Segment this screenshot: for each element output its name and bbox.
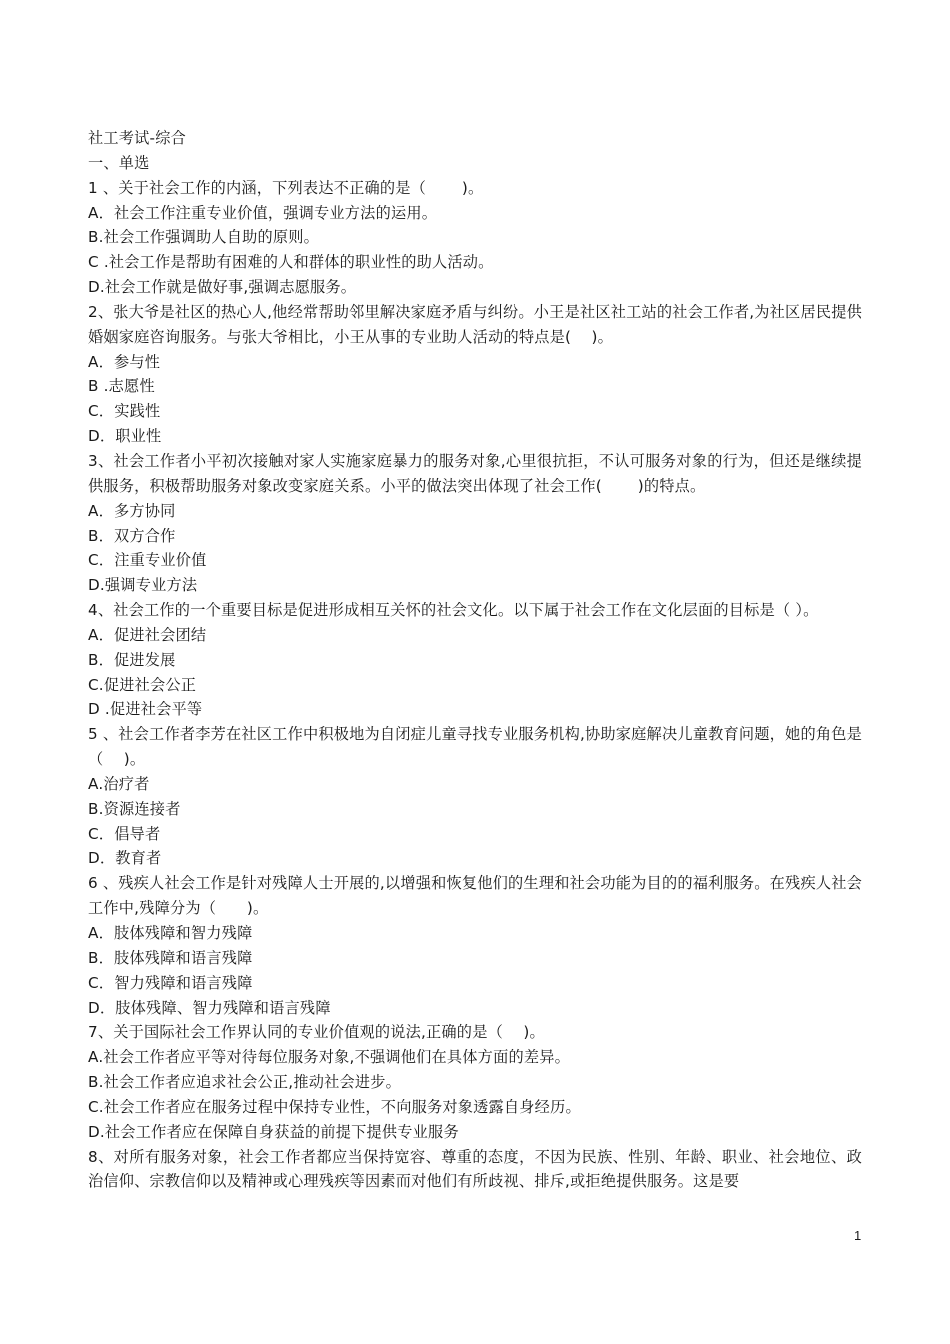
option-1b: B.社会工作强调助人自助的原则。 [88, 228, 320, 247]
question-8: 8、对所有服务对象，社会工作者都应当保持宽容、尊重的态度，不因为民族、性别、年龄、职业、社会地位、政治信仰、宗教信仰以及精神或心理残疾等因素而对他们有所歧视、排斥,或拒绝提供服务。这是要 [88, 1147, 862, 1191]
document-title: 社工考试-综合 [88, 129, 187, 147]
option-4c: C.促进社会公正 [88, 675, 197, 694]
option-2c: C．实践性 [88, 402, 161, 421]
option-7d: D.社会工作者应在保障自身获益的前提下提供专业服务 [88, 1122, 459, 1141]
page-number: 1 [854, 1228, 862, 1243]
question-5: 5 、社会工作者李芳在社区工作中积极地为自闭症儿童寻找专业服务机构,协助家庭解决儿童教育问题，她的角色是（ )。 [88, 725, 862, 769]
question-4: 4、社会工作的一个重要目标是促进形成相互关怀的社会文化。以下属于社会工作在文化层面的目标是（ ）。 [88, 601, 819, 620]
option-4b: B．促进发展 [88, 650, 176, 669]
document-body [88, 126, 862, 1194]
question-3: 3、社会工作者小平初次接触对家人实施家庭暴力的服务对象,心里很抗拒，不认可服务对象的行为，但还是继续提供服务，积极帮助服务对象改变家庭关系。小平的做法突出体现了社会工作( )的特点。 [88, 451, 862, 495]
option-3c: C．注重专业价值 [88, 551, 207, 570]
option-1a: A．社会工作注重专业价值，强调专业方法的运用。 [88, 203, 438, 222]
option-5d: D．教育者 [88, 849, 162, 868]
option-6a: A．肢体残障和智力残障 [88, 924, 253, 942]
option-4d: D .促进社会平等 [88, 700, 203, 719]
option-7c: C.社会工作者应在服务过程中保持专业性，不向服务对象透露自身经历。 [88, 1097, 581, 1116]
question-2: 2、张大爷是社区的热心人,他经常帮助邻里解决家庭矛盾与纠纷。小王是社区社工站的社会工作者,为社区居民提供婚姻家庭咨询服务。与张大爷相比，小王从事的专业助人活动的特点是( )。 [88, 302, 862, 346]
option-3b: B．双方合作 [88, 526, 176, 545]
option-5a: A.治疗者 [88, 774, 150, 793]
option-4a: A．促进社会团结 [88, 625, 207, 644]
question-7: 7、关于国际社会工作界认同的专业价值观的说法,正确的是（ )。 [88, 1023, 545, 1042]
option-7b: B.社会工作者应追求社会公正,推动社会进步。 [88, 1073, 402, 1092]
option-6c: C．智力残障和语言残障 [88, 973, 253, 992]
option-7a: A.社会工作者应平等对待每位服务对象,不强调他们在具体方面的差异。 [88, 1048, 571, 1067]
question-6: 6 、残疾人社会工作是针对残障人士开展的,以增强和恢复他们的生理和社会功能为目的的福利服务。在残疾人社会工作中,残障分为（ )。 [88, 874, 862, 918]
option-5c: C．倡导者 [88, 824, 161, 843]
option-5b: B.资源连接者 [88, 799, 181, 818]
option-3a: A．多方协同 [88, 501, 176, 520]
option-2b: B .志愿性 [88, 377, 155, 396]
option-2a: A．参与性 [88, 352, 161, 371]
option-6b: B．肢体残障和语言残障 [88, 948, 253, 967]
question-1: 1 、关于社会工作的内涵，下列表达不正确的是（ )。 [88, 178, 484, 197]
option-1c: C .社会工作是帮助有困难的人和群体的职业性的助人活动。 [88, 253, 494, 272]
option-3d: D.强调专业方法 [88, 576, 198, 595]
option-1d: D.社会工作就是做好事,强调志愿服务。 [88, 278, 357, 297]
option-6d: D．肢体残障、智力残障和语言残障 [88, 998, 331, 1017]
option-2d: D．职业性 [88, 427, 162, 446]
section-heading: 一、单选 [88, 153, 150, 172]
